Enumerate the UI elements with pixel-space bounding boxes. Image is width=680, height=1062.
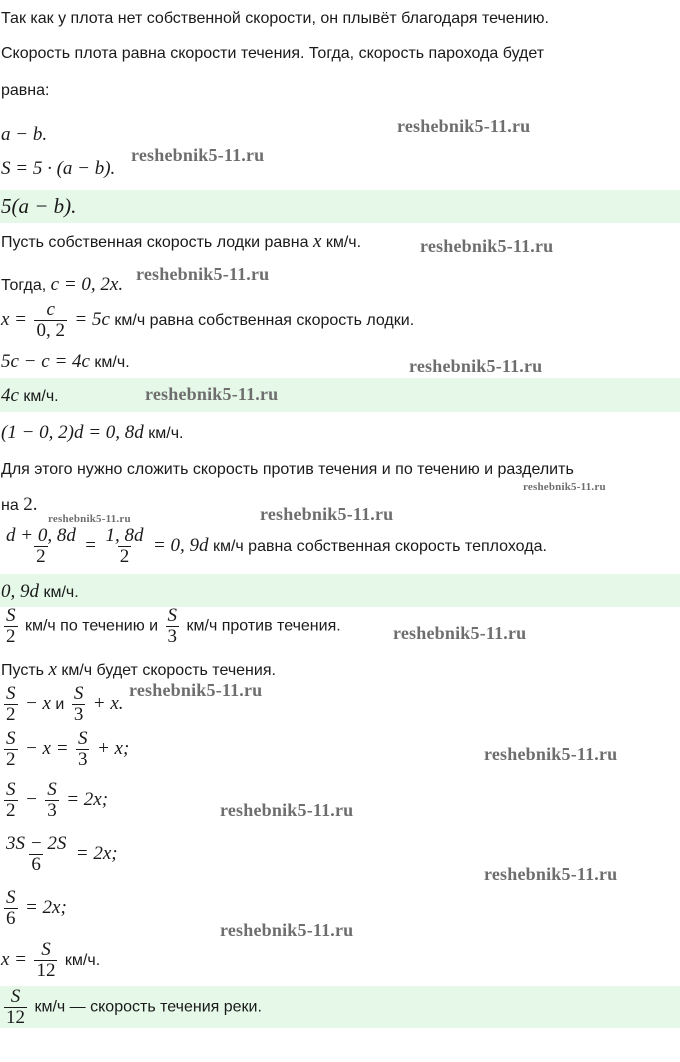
answer-highlight-1: [0, 190, 680, 223]
fraction-denominator: 2: [6, 800, 16, 822]
fraction-line-d: [1, 526, 547, 567]
answer-2: [1, 386, 59, 407]
fraction-denominator: 12: [6, 1007, 25, 1028]
eq-sign: =: [85, 535, 96, 556]
watermark: reshebnik5-11.ru: [420, 236, 554, 256]
watermark: reshebnik5-11.ru: [131, 145, 265, 165]
current-var: x: [48, 659, 57, 680]
fraction-c-over-02: [34, 300, 67, 341]
then-text: Тогда,: [1, 277, 47, 294]
fraction-denominator: 0, 2: [36, 320, 65, 342]
watermark: reshebnik5-11.ru: [523, 481, 606, 493]
minus-sign: −: [24, 789, 38, 810]
fraction-line-x: [1, 300, 414, 341]
let-text: Пусть: [1, 662, 44, 679]
fraction-s-over-2: [4, 606, 18, 647]
fraction-denominator: 6: [31, 854, 41, 876]
fraction-denominator: 2: [6, 704, 16, 726]
math-line-d: [1, 423, 183, 444]
fraction-18d: [103, 526, 145, 567]
fraction-s-over-3: [72, 684, 86, 725]
fraction-line-s-speeds: [1, 606, 341, 647]
plus-x-semicolon: + x;: [96, 738, 130, 759]
current-text: км/ч будет скорость течения.: [61, 662, 276, 679]
minus-x: − x: [24, 693, 51, 714]
eq-09d: = 0, 9d: [152, 535, 209, 556]
fraction-denominator: 3: [47, 800, 57, 822]
text-line-2: Скорость плота равна скорости течения. Тогда, скорость парохода будет: [1, 45, 545, 62]
boat-unit: км/ч.: [325, 234, 362, 251]
plus-x: + x.: [92, 693, 124, 714]
fraction-numerator: S: [6, 779, 16, 801]
fraction-denominator: 3: [77, 749, 88, 771]
answer-highlight-2: [0, 378, 680, 412]
fraction-line-21: [1, 780, 108, 821]
fraction-denominator: 3: [73, 704, 84, 726]
math-a-minus-b: a − b.: [1, 124, 48, 145]
x-eq: x =: [1, 309, 28, 330]
fraction-denominator: 2: [119, 546, 130, 568]
watermark: reshebnik5-11.ru: [409, 356, 543, 376]
unit-kmh-24: км/ч.: [64, 952, 101, 969]
fraction-numerator: S: [10, 986, 21, 1007]
fraction-s-over-2: [4, 780, 18, 821]
watermark: reshebnik5-11.ru: [136, 264, 270, 284]
fraction-s-over-3: [45, 780, 59, 821]
downstream-text: км/ч по течению и: [24, 617, 159, 635]
d-text: км/ч равна собственная скорость теплохода.: [212, 538, 547, 555]
fraction-numerator: 3S − 2S: [6, 833, 67, 855]
watermark: reshebnik5-11.ru: [129, 680, 263, 700]
x-text: км/ч равна собственная скорость лодки.: [114, 312, 415, 329]
fraction-denominator: 2: [6, 626, 16, 647]
watermark: reshebnik5-11.ru: [484, 744, 618, 764]
x-eq-24: x =: [1, 949, 28, 970]
fraction-numerator: S: [167, 605, 178, 626]
eq-2x-22: = 2x;: [75, 843, 118, 864]
fraction-line-20: [1, 729, 129, 770]
boat-var: x: [312, 231, 322, 252]
answer-4: [1, 987, 262, 1028]
divide-num: 2.: [23, 494, 38, 515]
fraction-denominator: 3: [167, 626, 178, 647]
answer-4-text: км/ч — скорость течения реки.: [34, 998, 262, 1016]
watermark: reshebnik5-11.ru: [397, 116, 531, 136]
fraction-numerator: 1, 8d: [105, 525, 144, 547]
fraction-denominator: 2: [36, 546, 46, 568]
watermark: reshebnik5-11.ru: [393, 623, 527, 643]
fraction-numerator: S: [47, 779, 57, 801]
watermark: reshebnik5-11.ru: [484, 864, 618, 884]
answer-3-math: 0, 9d: [1, 581, 39, 602]
text-line-then: [1, 275, 123, 296]
boat-text: Пусть собственная скорость лодки равна: [1, 234, 309, 251]
fraction-numerator: S: [41, 939, 51, 961]
eq-5c: = 5c: [74, 309, 110, 330]
text-line-1: Так как у плота нет собственной скорости, он плывёт благодаря течению.: [1, 10, 549, 27]
text-line-sum: Для этого нужно сложить скорость против течения и по течению и разделить: [1, 461, 574, 478]
eq-2x-23: = 2x;: [24, 897, 67, 918]
fraction-numerator: S: [6, 683, 16, 705]
text-line-divide: [1, 495, 37, 516]
unit-kmh-2: км/ч.: [148, 425, 184, 442]
math-line-5c: [1, 352, 130, 373]
text-line-current: [1, 660, 276, 681]
fraction-s-over-3: [166, 606, 180, 647]
fraction-numerator: S: [6, 728, 16, 750]
fraction-s-over-6: [4, 888, 18, 929]
math-s-formula: S = 5 · (a − b).: [1, 158, 116, 179]
fraction-denominator: 2: [6, 749, 16, 771]
eq-2x: = 2x;: [66, 789, 109, 810]
then-math: c = 0, 2x.: [50, 274, 124, 295]
fraction-3s-2s: [4, 834, 68, 875]
fraction-line-19: [1, 684, 124, 725]
fraction-s-over-2: [4, 729, 18, 770]
answer-2-unit: км/ч.: [23, 388, 59, 405]
fraction-denominator: 12: [36, 960, 56, 982]
math-5c-minus-c: 5c − c = 4c: [1, 351, 90, 372]
fraction-numerator: S: [77, 728, 88, 750]
fraction-numerator: S: [6, 887, 16, 909]
watermark: reshebnik5-11.ru: [260, 504, 394, 524]
answer-3-unit: км/ч.: [43, 584, 79, 601]
fraction-s-over-12-answer: [4, 987, 27, 1028]
text-line-3: равна:: [1, 82, 50, 99]
math-d-formula: (1 − 0, 2)d = 0, 8d: [1, 422, 144, 443]
fraction-line-23: [1, 888, 67, 929]
watermark: reshebnik5-11.ru: [220, 920, 354, 940]
watermark: reshebnik5-11.ru: [220, 800, 354, 820]
unit-kmh: км/ч.: [94, 354, 130, 371]
answer-3: [1, 582, 79, 603]
minus-x-eq: − x =: [24, 738, 69, 759]
fraction-s-over-2: [4, 684, 18, 725]
answer-1: 5(a − b).: [1, 194, 77, 218]
fraction-numerator: c: [46, 299, 55, 321]
fraction-line-22: [1, 834, 118, 875]
and-text: и: [55, 696, 65, 713]
fraction-d-sum: [4, 526, 78, 567]
watermark: reshebnik5-11.ru: [145, 384, 279, 404]
answer-2-math: 4c: [1, 385, 19, 406]
watermark: reshebnik5-11.ru: [48, 513, 131, 525]
text-line-boat: [1, 232, 361, 253]
fraction-numerator: S: [73, 683, 84, 705]
fraction-numerator: d + 0, 8d: [6, 525, 76, 547]
upstream-text: км/ч против течения.: [186, 617, 341, 635]
fraction-line-24: [1, 940, 100, 981]
fraction-s-over-12: [34, 940, 57, 981]
fraction-s-over-3: [76, 729, 90, 770]
fraction-numerator: S: [6, 605, 16, 626]
divide-text: на: [1, 497, 19, 514]
fraction-denominator: 6: [6, 908, 16, 930]
answer-highlight-3: [0, 574, 680, 607]
